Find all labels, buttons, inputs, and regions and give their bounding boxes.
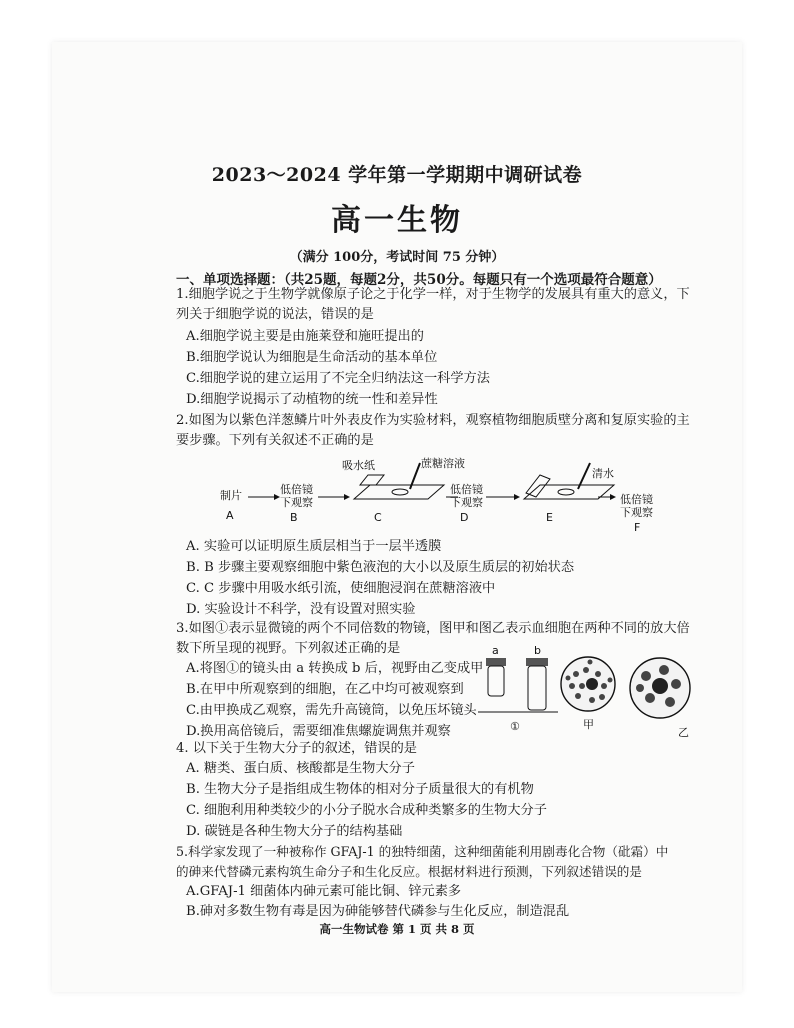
step-d-line2: 下观察: [450, 496, 483, 509]
arrowhead-e-f: [610, 494, 616, 500]
q4-option-a: A. 糖类、蛋白质、核酸都是生物大分子: [186, 761, 415, 776]
q5-stem-line2: 的砷来代替磷元素构筑生命分子和生化反应。根据材料进行预测，下列叙述错误的是: [176, 864, 642, 879]
q2-option-a: A. 实验可以证明原生质层相当于一层半透膜: [186, 539, 442, 554]
q4-option-b: B. 生物大分子是指组成生物体的相对分子质量很大的有机物: [186, 782, 534, 797]
lens-label-a: a: [492, 644, 499, 657]
cell-yi-large: [652, 678, 668, 694]
q3-option-d: D.换用高倍镜后，需要细准焦螺旋调焦并观察: [186, 724, 451, 739]
step-letter-c: C: [374, 511, 382, 524]
figure-label-1: ①: [510, 720, 520, 733]
q4-option-c: C. 细胞利用种类较少的小分子脱水合成种类繁多的生物大分子: [186, 803, 547, 818]
step-letter-a: A: [226, 509, 234, 522]
figure-label-jia: 甲: [583, 718, 594, 731]
figure-label-yi: 乙: [678, 726, 689, 739]
q1-option-c: C.细胞学说的建立运用了不完全归纳法这一科学方法: [186, 371, 490, 386]
lens-b: [528, 666, 546, 710]
q3-microscope-figure: [478, 640, 704, 740]
label-sucrose: 蔗糖溶液: [421, 457, 465, 470]
lens-a-cap: [486, 658, 506, 666]
q2-stem-line2: 要步骤。下列有关叙述不正确的是: [176, 433, 374, 448]
step-letter-f: F: [634, 521, 641, 534]
step-label-make-slide: 制片: [220, 489, 242, 502]
page-footer: 高一生物试卷 第 1 页 共 8 页: [319, 922, 475, 936]
q1-stem-line2: 列关于细胞学说的说法，错误的是: [176, 307, 374, 322]
sample-c: [392, 489, 408, 495]
subject-title: 高一生物: [331, 203, 463, 238]
section-heading: 一、单项选择题：（共25题，每题2分，共50分。每题只有一个选项最符合题意）: [176, 272, 662, 288]
step-b-line2: 下观察: [280, 496, 313, 509]
q3-option-a: A.将图①的镜头由 a 转换成 b 后，视野由乙变成甲: [186, 661, 484, 676]
lens-a: [488, 666, 504, 696]
arrowhead-d-e: [514, 494, 520, 500]
arrowhead-b-c: [344, 494, 350, 500]
step-f-line2: 下观察: [620, 506, 653, 519]
q2-procedure-diagram: [214, 455, 674, 537]
q5-option-b: B.砷对多数生物有毒是因为砷能够替代磷参与生化反应，制造混乱: [186, 904, 570, 919]
lens-b-cap: [526, 658, 548, 666]
label-absorbent-paper: 吸水纸: [342, 459, 375, 472]
lens-label-b: b: [534, 644, 541, 657]
q1-stem-line1: 1.细胞学说之于生物学就像原子论之于化学一样，对于生物学的发展具有重大的意义，下: [176, 287, 690, 302]
q3-stem-line2: 数下所呈现的视野。下列叙述正确的是: [176, 641, 401, 656]
sample-e: [558, 489, 574, 495]
q2-option-d: D. 实验设计不科学，没有设置对照实验: [186, 602, 416, 617]
q1-option-d: D.细胞学说揭示了动植物的统一性和差异性: [186, 392, 438, 407]
q5-option-a: A.GFAJ-1 细菌体内砷元素可能比铜、锌元素多: [186, 884, 462, 899]
q5-stem-line1: 5.科学家发现了一种被称作 GFAJ-1 的独特细菌，这种细菌能利用剧毒化合物（砒霜）中: [176, 844, 669, 859]
q4-stem: 4. 以下关于生物大分子的叙述，错误的是: [176, 741, 417, 756]
label-water: 清水: [592, 467, 614, 480]
q2-option-b: B. B 步骤主要观察细胞中紫色液泡的大小以及原生质层的初始状态: [186, 560, 575, 575]
slide-c: [354, 485, 444, 499]
step-letter-d: D: [460, 511, 469, 524]
exam-title: 2023～2024 学年第一学期期中调研试卷: [211, 164, 583, 186]
q2-option-c: C. C 步骤中用吸水纸引流，使细胞浸润在蔗糖溶液中: [186, 581, 496, 596]
cell-jia-large: [586, 678, 598, 690]
step-f-line1: 低倍镜: [620, 493, 653, 506]
q3-stem-line1: 3.如图①表示显微镜的两个不同倍数的物镜，图甲和图乙表示血细胞在两种不同的放大倍: [176, 621, 690, 636]
q1-option-a: A.细胞学说主要是由施莱登和施旺提出的: [186, 329, 424, 344]
q2-stem-line1: 2.如图为以紫色洋葱鳞片叶外表皮作为实验材料，观察植物细胞质壁分离和复原实验的主: [176, 413, 690, 428]
q4-option-d: D. 碳链是各种生物大分子的结构基础: [186, 824, 403, 839]
step-b-line1: 低倍镜: [280, 483, 313, 496]
step-letter-b: B: [290, 511, 298, 524]
exam-meta: （满分 100分，考试时间 75 分钟）: [289, 250, 505, 265]
q3-option-b: B.在甲中所观察到的细胞，在乙中均可被观察到: [186, 682, 464, 697]
absorbent-paper: [360, 475, 384, 485]
step-letter-e: E: [546, 511, 553, 524]
q3-option-c: C.由甲换成乙观察，需先升高镜筒，以免压坏镜头: [186, 703, 477, 718]
q1-option-b: B.细胞学说认为细胞是生命活动的基本单位: [186, 350, 438, 365]
step-d-line1: 低倍镜: [450, 483, 483, 496]
